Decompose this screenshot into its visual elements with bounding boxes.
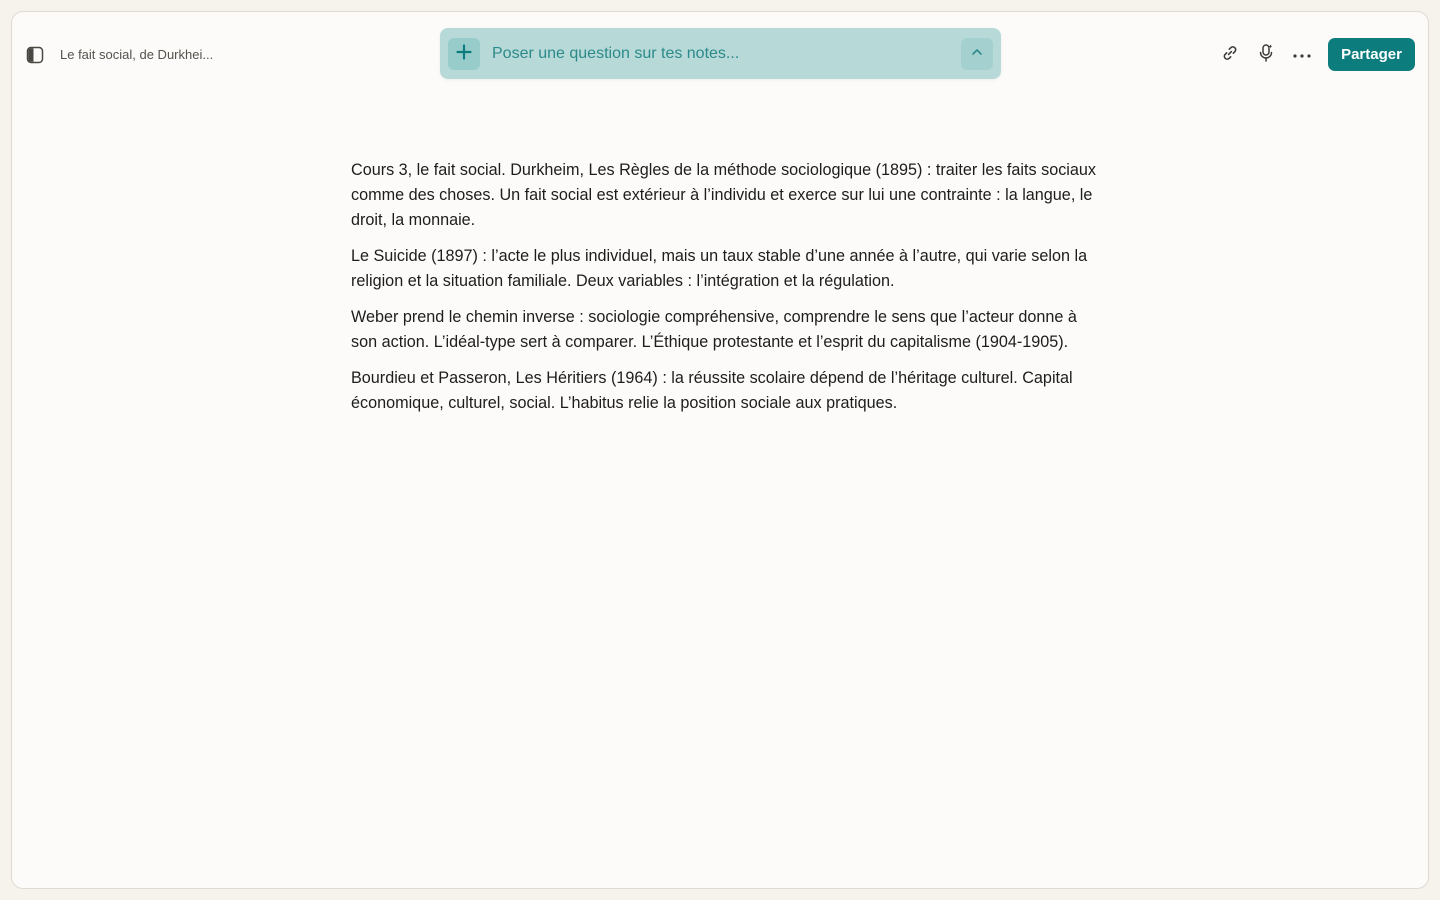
note-content[interactable] — [351, 158, 1096, 427]
copy-link-button[interactable] — [1218, 43, 1242, 67]
document-title[interactable]: Le fait social, de Durkhei... — [60, 47, 214, 62]
note-paragraph-2: Le Suicide (1897) : l’acte le plus individuel, mais un taux stable d’une année à l’autre, qui varie selon la religion et la situation familiale. Deux variables : l’intégration et la régulation. — [351, 247, 1088, 290]
note-paragraph-3: Weber prend le chemin inverse : sociologie compréhensive, comprendre le sens que l’acteur donne à son action. L’idéal-type sert à comparer. L’Éthique protestante et l’esprit du capitalisme (1904-1905). — [351, 308, 1077, 351]
share-button[interactable]: Partager — [1328, 38, 1415, 71]
expand-ask-button[interactable] — [961, 38, 993, 70]
app-window — [11, 11, 1429, 889]
sidebar-toggle-icon[interactable] — [26, 46, 44, 64]
ask-notes-bar — [440, 28, 1001, 79]
more-horizontal-icon — [1292, 46, 1312, 64]
microphone-icon — [1257, 43, 1275, 68]
link-icon — [1221, 44, 1239, 67]
chevron-up-icon — [970, 45, 984, 64]
top-bar — [12, 12, 1428, 98]
add-context-button[interactable] — [448, 38, 480, 70]
note-paragraph-4: Bourdieu et Passeron, Les Héritiers (1964) : la réussite scolaire dépend de l’héritage culturel. Capital économique, culturel, social. L’habitus relie la position sociale aux pratiques. — [351, 369, 1073, 412]
ask-notes-input[interactable] — [492, 38, 932, 70]
more-options-button[interactable] — [1290, 43, 1314, 67]
plus-icon — [455, 43, 473, 66]
dictation-button[interactable] — [1254, 43, 1278, 67]
note-paragraph-1: Cours 3, le fait social. Durkheim, Les Règles de la méthode sociologique (1895) : traiter les faits sociaux comme des choses. Un fait social est extérieur à l’individu et exerce sur lui une contrainte : la langue, le droit, la monnaie. — [351, 161, 1096, 229]
